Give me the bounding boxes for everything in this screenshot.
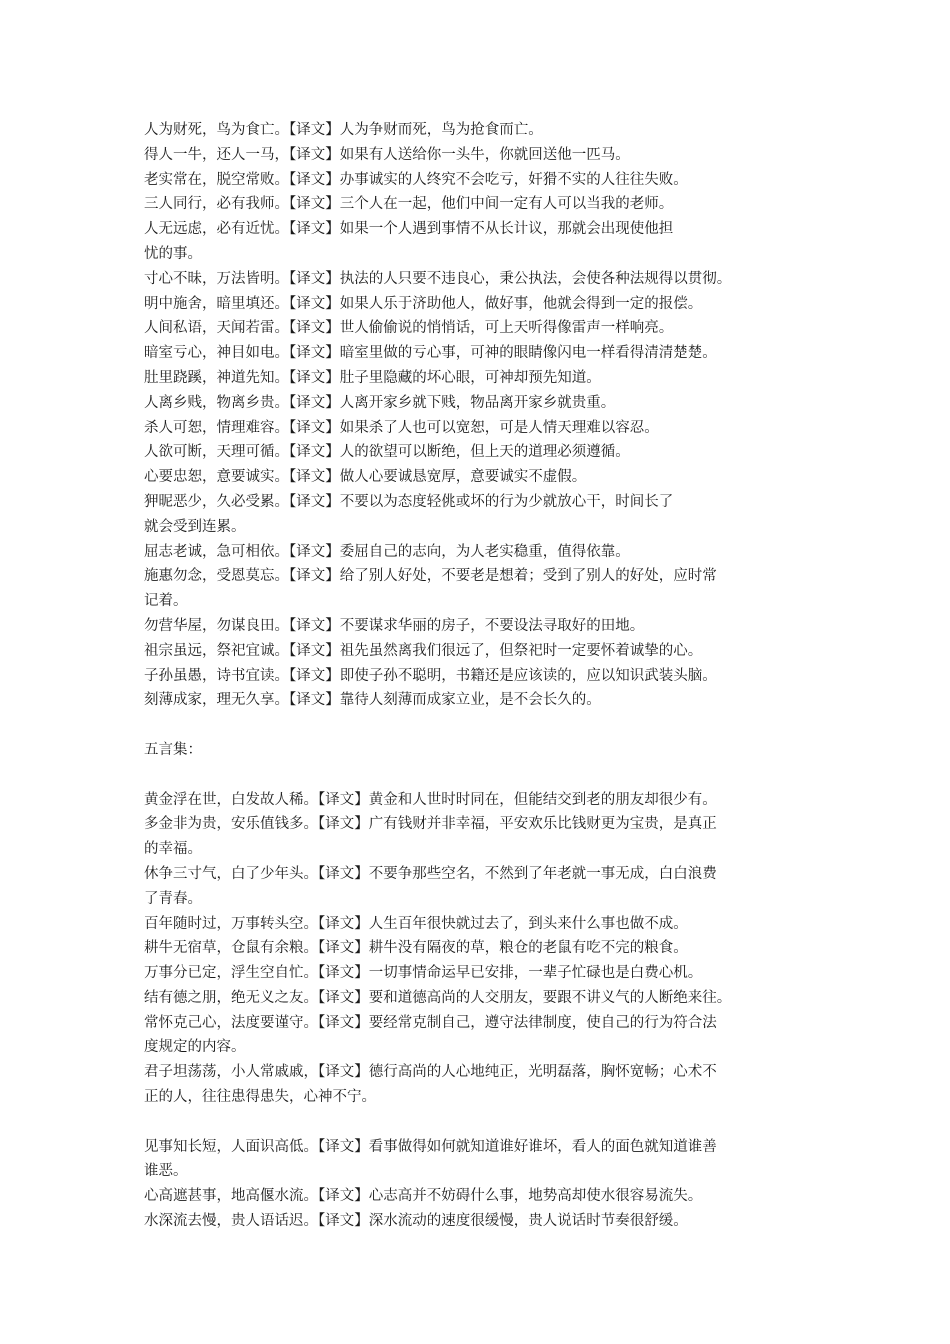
text-line: 施惠勿念，受恩莫忘。【译文】给了别人好处，不要老是想着；受到了别人的好处，应时常: [144, 568, 717, 585]
text-line: 见事知长短，人面识高低。【译文】看事做得如何就知道谁好谁坏，看人的面色就知道谁善: [144, 1138, 717, 1155]
proverb-section-continued: [144, 1135, 814, 1234]
text-line: 了青春。: [144, 890, 202, 907]
proverb-section-four-character: [144, 118, 814, 713]
text-line: 人离乡贱，物离乡贵。【译文】人离开家乡就下贱，物品离开家乡就贵重。: [144, 394, 616, 411]
text-line: 暗室亏心，神目如电。【译文】暗室里做的亏心事，可神的眼睛像闪电一样看得清清楚楚。: [144, 345, 717, 362]
text-line: 百年随时过，万事转头空。【译文】人生百年很快就过去了，到头来什么事也做不成。: [144, 915, 688, 932]
text-line: 结有德之朋，绝无义之友。【译文】要和道德高尚的人交朋友，要跟不讲义气的人断绝来往。: [144, 989, 732, 1006]
text-line: 黄金浮在世，白发故人稀。【译文】黄金和人世时时同在，但能结交到老的朋友却很少有。: [144, 791, 717, 808]
text-line: 心高遮甚事，地高偃水流。【译文】心志高并不妨碍什么事，地势高却使水很容易流失。: [144, 1188, 703, 1205]
text-line: 杀人可恕，情理难容。【译文】如果杀了人也可以宽恕，可是人情天理难以容忍。: [144, 419, 659, 436]
text-line: 万事分已定，浮生空自忙。【译文】一切事情命运早已安排，一辈子忙碌也是白费心机。: [144, 965, 703, 982]
text-line: 多金非为贵，安乐值钱多。【译文】广有钱财并非幸福，平安欢乐比钱财更为宝贵，是真正: [144, 816, 717, 833]
text-line: 君子坦荡荡，小人常戚戚，【译文】德行高尚的人心地纯正，光明磊落，胸怀宽畅；心术不: [144, 1064, 717, 1081]
section-heading: 五言集：: [144, 741, 202, 758]
text-line: 祖宗虽远，祭祀宜诚。【译文】祖先虽然离我们很远了，但祭祀时一定要怀着诚挚的心。: [144, 642, 703, 659]
text-line: 的幸福。: [144, 841, 202, 858]
text-line: 人间私语，天闻若雷。【译文】世人偷偷说的悄悄话，可上天听得像雷声一样响亮。: [144, 320, 674, 337]
document-body: [144, 118, 814, 1234]
text-line: 度规定的内容。: [144, 1039, 246, 1056]
proverb-section-five-character: [144, 788, 814, 1110]
text-line: 三人同行，必有我师。【译文】三个人在一起，他们中间一定有人可以当我的老师。: [144, 196, 674, 213]
text-line: 明中施舍，暗里填还。【译文】如果人乐于济助他人，做好事，他就会得到一定的报偿。: [144, 295, 703, 312]
text-line: 忧的事。: [144, 245, 202, 262]
text-line: 常怀克己心，法度要谨守。【译文】要经常克制自己，遵守法律制度，使自己的行为符合法: [144, 1014, 717, 1031]
text-line: 刻薄成家，理无久享。【译文】靠待人刻薄而成家立业，是不会长久的。: [144, 692, 601, 709]
text-line: 人无远虑，必有近忧。【译文】如果一个人遇到事情不从长计议，那就会出现使他担: [144, 221, 674, 238]
text-line: 狎昵恶少，久必受累。【译文】不要以为态度轻佻或坏的行为少就放心干，时间长了: [144, 493, 674, 510]
text-line: 耕牛无宿草，仓鼠有余粮。【译文】耕牛没有隔夜的草，粮仓的老鼠有吃不完的粮食。: [144, 940, 688, 957]
text-line: 记着。: [144, 593, 188, 610]
text-line: 休争三寸气，白了少年头。【译文】不要争那些空名，不然到了年老就一事无成，白白浪费: [144, 865, 717, 882]
text-line: 心要忠恕，意要诚实。【译文】做人心要诚恳宽厚，意要诚实不虚假。: [144, 469, 587, 486]
text-line: 勿营华屋，勿谋良田。【译文】不要谋求华丽的房子，不要设法寻取好的田地。: [144, 617, 645, 634]
paragraph-spacer: [144, 713, 814, 738]
text-line: 就会受到连累。: [144, 518, 246, 535]
text-line: 人欲可断，天理可循。【译文】人的欲望可以断绝，但上天的道理必须遵循。: [144, 444, 630, 461]
text-line: 人为财死，鸟为食亡。【译文】人为争财而死，鸟为抢食而亡。: [144, 122, 543, 138]
text-line: 谁恶。: [144, 1163, 188, 1180]
text-line: 老实常在，脱空常败。【译文】办事诚实的人终究不会吃亏，奸猾不实的人往往失败。: [144, 171, 688, 188]
text-line: 水深流去慢，贵人语话迟。【译文】深水流动的速度很缓慢，贵人说话时节奏很舒缓。: [144, 1213, 688, 1230]
text-line: 肚里跷蹊，神道先知。【译文】肚子里隐藏的坏心眼，可神却预先知道。: [144, 369, 601, 386]
text-line: 子孙虽愚，诗书宜读。【译文】即使子孙不聪明，书籍还是应该读的，应以知识武装头脑。: [144, 667, 717, 684]
text-line: 屈志老诚，急可相依。【译文】委屈自己的志向，为人老实稳重，值得依靠。: [144, 543, 630, 560]
text-line: 得人一牛，还人一马，【译文】如果有人送给你一头牛，你就回送他一匹马。: [144, 146, 630, 163]
text-line: 正的人，往往患得患失，心神不宁。: [144, 1089, 376, 1106]
paragraph-spacer: [144, 1110, 814, 1135]
text-line: 寸心不昧，万法皆明。【译文】执法的人只要不违良心，秉公执法，会使各种法规得以贯彻。: [144, 270, 732, 287]
paragraph-spacer: [144, 763, 814, 788]
